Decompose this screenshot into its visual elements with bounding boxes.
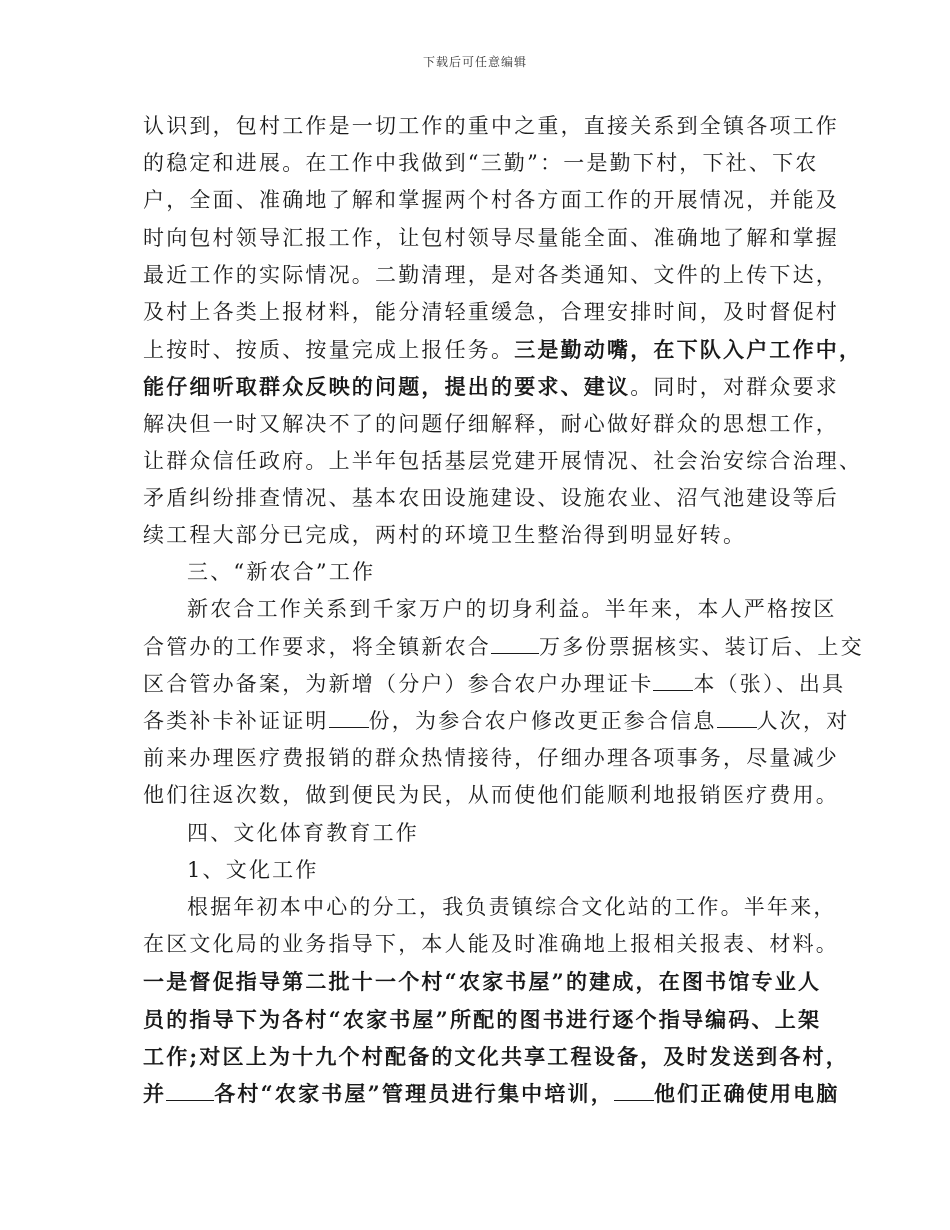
paragraph-line: 解决但一时又解决不了的问题仔细解释，耐心做好群众的思想工作， — [143, 411, 839, 436]
text-run: 。同时，对群众要求 — [630, 375, 840, 400]
document-body — [143, 108, 864, 1112]
paragraph-line: 的稳定和进展。在工作中我做到“三勤”：一是勤下村，下社、下农 — [143, 151, 819, 176]
text-run: 他们正确使用电脑 — [653, 1080, 840, 1106]
paragraph-line: 最近工作的实际情况。二勤清理，是对各类通知、文件的上传下达， — [143, 262, 839, 287]
fill-in-blank — [717, 708, 757, 728]
paragraph-line — [143, 331, 863, 368]
fill-in-blank — [653, 671, 693, 691]
paragraph-line: 及村上各类上报材料，能分清轻重缓急，合理安排时间，及时督促村 — [143, 299, 839, 324]
fill-in-blank — [491, 634, 539, 654]
bold-paragraph-line: 一是督促指导第二批十一个村“农家书屋”的建成，在图书馆专业人 — [143, 969, 822, 995]
paragraph-line: 时向包村领导汇报工作，让包村领导尽量能全面、准确地了解和掌握 — [143, 225, 839, 250]
text-run: 合管办的工作要求，将全镇新农合 — [143, 634, 491, 659]
paragraph-line: 认识到，包村工作是一切工作的重中之重，直接关系到全镇各项工作 — [143, 114, 839, 138]
bold-text-run: 三是勤动嘴，在下队入户工作中， — [514, 337, 863, 363]
fill-in-blank — [329, 708, 369, 728]
paragraph-line: 续工程大部分已完成，两村的环境卫生整治得到明显好转。 — [143, 523, 747, 548]
text-run: 份，为参合农户修改更正参合信息 — [368, 709, 717, 733]
section-heading-4: 四、文化体育教育工作 — [187, 820, 419, 845]
paragraph-line: 矛盾纠纷排查情况、基本农田设施建设、设施农业、沼气池建设等后 — [143, 485, 839, 510]
bold-text-run: 能仔细听取群众反映的问题，提出的要求、建议 — [143, 374, 631, 400]
paragraph-line: 在区文化局的业务指导下，本人能及时准确地上报相关报表、材料。 — [143, 932, 839, 957]
paragraph-line — [143, 703, 850, 740]
paragraph-line: 前来办理医疗费报销的群众热情接待，仔细办理各项事务，尽量减少 — [143, 746, 839, 771]
text-run: 人次，对 — [756, 709, 850, 733]
text-run: 上按时、按质、按量完成上报任务。 — [143, 338, 515, 363]
paragraph-line: 根据年初本中心的分工，我负责镇综合文化站的工作。半年来， — [187, 894, 837, 919]
paragraph-line — [143, 666, 846, 703]
bold-paragraph-line — [143, 1075, 840, 1112]
bold-paragraph-line: 工作;对区上为十九个村配备的文化共享工程设备，及时发送到各村， — [143, 1043, 849, 1069]
text-run: 各类补卡补证证明 — [143, 709, 329, 733]
paragraph-line: 他们往返次数，做到便民为民，从而使他们能顺利地报销医疗费用。 — [143, 783, 839, 808]
text-run: 并 — [143, 1080, 167, 1106]
bold-paragraph-line: 员的指导下为各村“农家书屋”所配的图书进行逐个指导编码、上架 — [143, 1006, 822, 1032]
text-run: 万多份票据核实、装订后、上交 — [539, 634, 864, 659]
paragraph-line: 新农合工作关系到千家万户的切身利益。半年来，本人严格按区 — [187, 597, 837, 622]
section-heading-3: 三、“新农合”工作 — [187, 560, 376, 585]
text-run: 各村“农家书屋”管理员进行集中培训， — [214, 1080, 614, 1106]
fill-in-blank — [166, 1081, 214, 1101]
text-run: 区合管办备案，为新增（分户）参合农户办理证卡 — [143, 671, 654, 696]
page-header: 下载后可任意编辑 — [422, 55, 527, 69]
subsection-heading: 1、文化工作 — [187, 857, 319, 882]
paragraph-line — [143, 368, 840, 405]
text-run: 本（张）、出具 — [693, 671, 846, 696]
paragraph-line: 户，全面、准确地了解和掌握两个村各方面工作的开展情况，并能及 — [143, 188, 839, 213]
fill-in-blank — [614, 1081, 654, 1101]
paragraph-line: 让群众信任政府。上半年包括基层党建开展情况、社会治安综合治理、 — [143, 448, 863, 473]
paragraph-line — [143, 629, 864, 666]
